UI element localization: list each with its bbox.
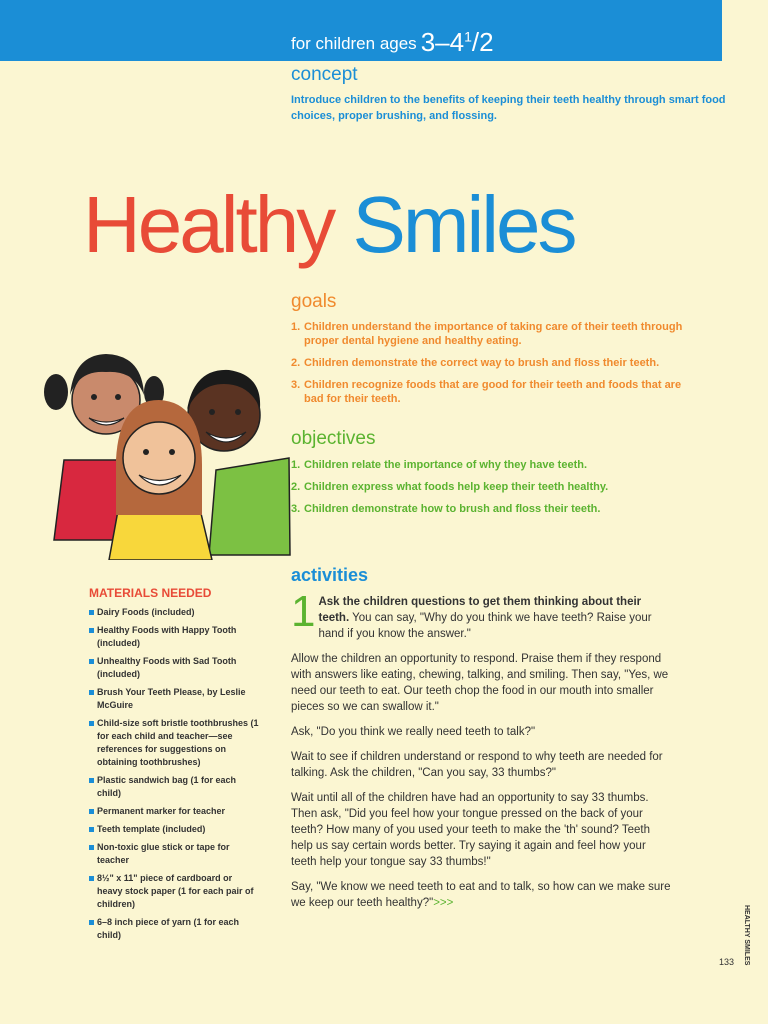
- side-section-label: HEALTHY SMILES: [743, 905, 750, 966]
- material-item: Child-size soft bristle toothbrushes (1 for each child and teacher—see references for suggestions on obtaining toothbrushes): [89, 717, 259, 769]
- activity-paragraph: Ask, "Do you think we really need teeth to talk?": [291, 726, 536, 738]
- age-range: $3-4^1/2$: [420, 27, 494, 57]
- bullet-icon: [89, 809, 94, 814]
- material-item: Teeth template (included): [89, 823, 259, 836]
- activity-paragraph: Wait until all of the children have had an opportunity to say 33 thumbs. Then ask, "Did you feel how your tongue pressed on the back of your teeth? How many of you used your teeth to make the 'th' sound? Teeth help us say certain words better. Try saying it again and feel how your teeth help your tongue say 33 thumbs!": [291, 792, 650, 868]
- bullet-icon: [89, 827, 94, 832]
- goals-list: [291, 320, 691, 414]
- materials-heading: MATERIALS NEEDED: [89, 586, 212, 600]
- page-number: 133: [719, 957, 735, 967]
- material-item: Permanent marker for teacher: [89, 805, 259, 818]
- concept-heading: concept: [291, 64, 358, 85]
- page-title: [83, 170, 575, 280]
- objectives-list: [291, 458, 711, 524]
- age-heading: [291, 25, 494, 56]
- bullet-icon: [89, 610, 94, 615]
- title-word-healthy: Healthy: [83, 180, 334, 269]
- children-illustration: [34, 340, 294, 560]
- material-item: Brush Your Teeth Please, by Leslie McGuire: [89, 686, 259, 712]
- activity-paragraph: Allow the children an opportunity to respond. Praise them if they respond with answers like eating, chewing, talking, and smiling. Then say, "Yes, we need our teeth to eat. Our teeth chop the food in our mouth into smaller pieces so we can swallow it.": [291, 653, 669, 713]
- activities-heading: activities: [291, 565, 369, 585]
- bullet-icon: [89, 845, 94, 850]
- continued-marker: >>>: [433, 897, 454, 909]
- bullet-icon: [89, 920, 94, 925]
- bullet-icon: [89, 659, 94, 664]
- material-item: Dairy Foods (included): [89, 606, 259, 619]
- objective-item: 1. Children relate the importance of why they have teeth.: [291, 459, 588, 471]
- goal-item: 1. Children understand the importance of taking care of their teeth through proper dental hygiene and healthy eating.: [291, 321, 683, 347]
- material-item: Unhealthy Foods with Sad Tooth (included): [89, 655, 259, 681]
- objective-item: 2. Children express what foods help keep their teeth healthy.: [291, 481, 609, 493]
- bullet-icon: [89, 876, 94, 881]
- bullet-icon: [89, 721, 94, 726]
- material-item: Plastic sandwich bag (1 for each child): [89, 774, 259, 800]
- materials-list: [89, 606, 259, 947]
- material-item: Non-toxic glue stick or tape for teacher: [89, 841, 259, 867]
- step-number: 1: [291, 587, 316, 636]
- activity-paragraph: Wait to see if children understand or respond to why teeth are needed for talking. Ask the children, "Can you say, 33 thumbs?": [291, 751, 663, 779]
- objective-item: 3. Children demonstrate how to brush and floss their teeth.: [291, 503, 601, 515]
- bullet-icon: [89, 690, 94, 695]
- goals-heading: goals: [291, 291, 337, 312]
- bullet-icon: [89, 628, 94, 633]
- bullet-icon: [89, 778, 94, 783]
- material-item: 8½" x 11" piece of cardboard or heavy stock paper (1 for each pair of children): [89, 872, 259, 911]
- activities-body: [291, 587, 671, 920]
- activity-paragraph: Say, "We know we need teeth to eat and to talk, so how can we make sure we keep our teeth healthy?">>>: [291, 881, 671, 909]
- title-word-smiles: Smiles: [352, 180, 575, 269]
- goal-item: 3. Children recognize foods that are good for their teeth and foods that are bad for their teeth.: [291, 379, 682, 405]
- goal-item: 2. Children demonstrate the correct way to brush and floss their teeth.: [291, 357, 660, 369]
- material-item: 6–8 inch piece of yarn (1 for each child): [89, 916, 259, 942]
- activity-step: 1 Ask the children questions to get them thinking about their teeth. You can say, "Why do you think we have teeth? Raise your hand if you know the answer.": [291, 587, 652, 640]
- objectives-heading: objectives: [291, 428, 376, 449]
- age-prefix: for children ages: [291, 34, 417, 53]
- material-item: Healthy Foods with Happy Tooth (included): [89, 624, 259, 650]
- concept-body: Introduce children to the benefits of keeping their teeth healthy through smart food choices, proper brushing, and flossing.: [291, 94, 726, 122]
